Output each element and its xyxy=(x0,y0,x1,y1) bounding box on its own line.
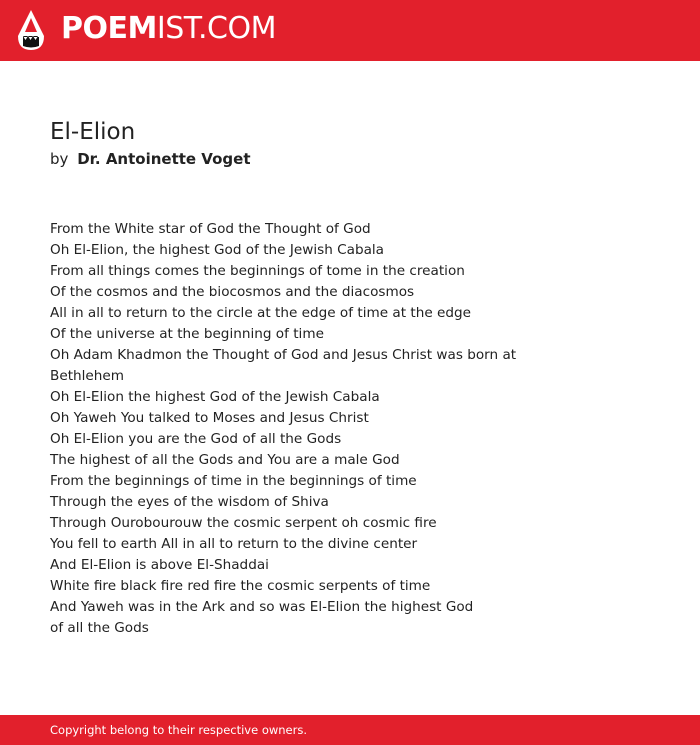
poem-line: Of the cosmos and the biocosmos and the diacosmos xyxy=(50,284,415,300)
poem-title: El-Elion xyxy=(50,119,136,145)
site-footer xyxy=(0,715,700,745)
poem-line: Oh Adam Khadmon the Thought of God and Jesus Christ was born at xyxy=(50,347,517,363)
logo-text-strong: POEM xyxy=(61,11,157,46)
site-header xyxy=(0,0,700,61)
poem-line: And Yaweh was in the Ark and so was El-Elion the highest God xyxy=(50,599,474,615)
poem-line: Oh El-Elion you are the God of all the Gods xyxy=(50,431,342,447)
poem-byline xyxy=(50,149,251,169)
poem-line: And El-Elion is above El-Shaddai xyxy=(50,557,269,573)
footer-copyright: Copyright belong to their respective owners. xyxy=(50,723,308,737)
pencil-tip-icon[interactable] xyxy=(18,10,44,50)
logo-text-light: IST.COM xyxy=(156,11,276,46)
by-label: by xyxy=(50,150,69,168)
poem-line: of all the Gods xyxy=(50,620,149,636)
poem-line: Oh Yaweh You talked to Moses and Jesus Christ xyxy=(50,410,369,426)
poem-line: White fire black fire red fire the cosmic serpents of time xyxy=(50,578,431,594)
poem-author[interactable]: Dr. Antoinette Voget xyxy=(77,150,251,168)
poem-line: From the beginnings of time in the beginnings of time xyxy=(50,473,417,489)
poem-body xyxy=(50,219,650,639)
poem-line: You fell to earth All in all to return to the divine center xyxy=(50,536,418,552)
poem-line: All in all to return to the circle at the edge of time at the edge xyxy=(50,305,471,321)
poem-line: Oh El-Elion the highest God of the Jewish Cabala xyxy=(50,389,380,405)
poem-line: The highest of all the Gods and You are a male God xyxy=(50,452,400,468)
poem-line: Through Ourobourouw the cosmic serpent oh cosmic fire xyxy=(50,515,437,531)
poem-line: From all things comes the beginnings of tome in the creation xyxy=(50,263,465,279)
poem-line: Bethlehem xyxy=(50,368,124,384)
poem-line: From the White star of God the Thought of God xyxy=(50,221,371,237)
poem-line: Through the eyes of the wisdom of Shiva xyxy=(50,494,329,510)
poem-line: Of the universe at the beginning of time xyxy=(50,326,324,342)
site-logo[interactable] xyxy=(61,11,276,47)
poem-line: Oh El-Elion, the highest God of the Jewish Cabala xyxy=(50,242,385,258)
